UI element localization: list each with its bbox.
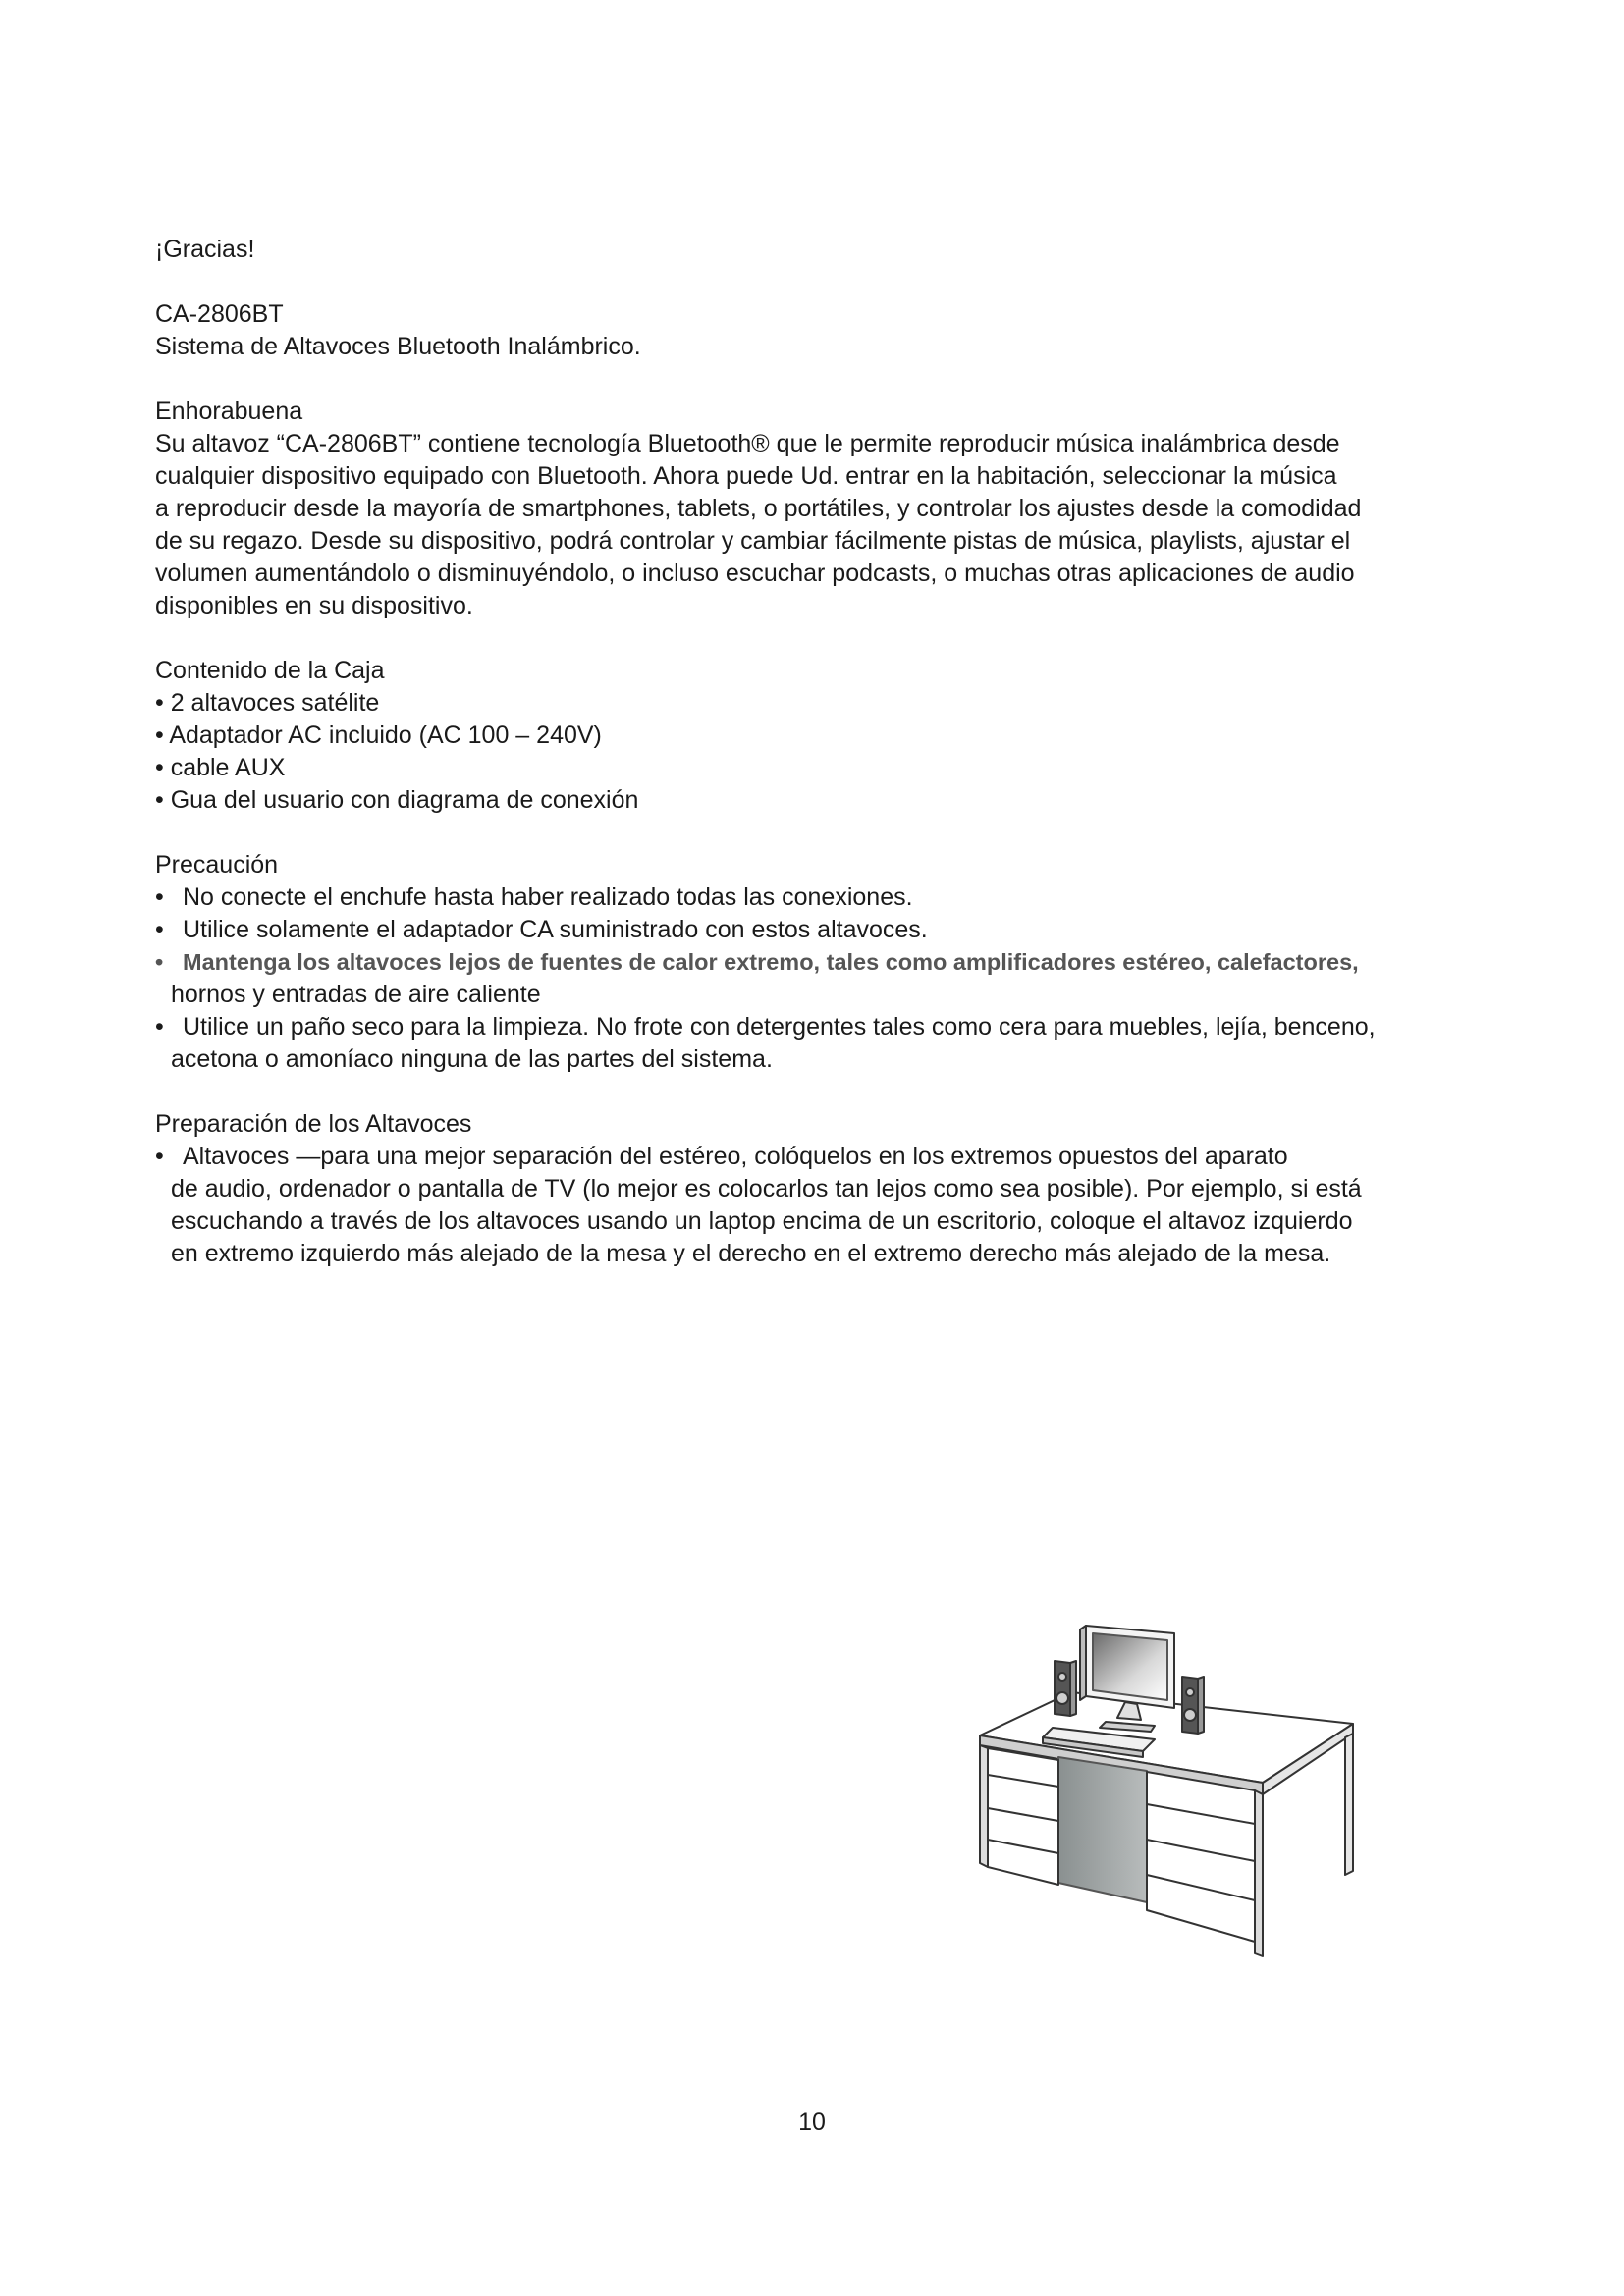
bullet: •	[155, 1013, 164, 1041]
bullet: •	[155, 949, 164, 975]
setup-text-continued: de audio, ordenador o pantalla de TV (lo mejor es colocarlos tan lejos como sea posible). Por ejemplo, si está	[171, 1175, 1362, 1202]
caution-text: Utilice un paño seco para la limpieza. No frote con detergentes tales como cera para muebles, lejía, benceno,	[183, 1013, 1376, 1041]
page-content	[155, 234, 1500, 1303]
left-pedestal	[988, 1748, 1058, 1885]
speaker-setup-heading: Preparación de los Altavoces	[155, 1110, 472, 1138]
list-item	[155, 1011, 1500, 1076]
list-item: • 2 altavoces satélite	[155, 689, 380, 717]
congrats-section	[155, 396, 1500, 622]
right-pedestal	[1147, 1772, 1255, 1942]
list-item: • Gua del usuario con diagrama de conexión	[155, 786, 639, 814]
congrats-paragraph	[155, 428, 1500, 622]
list-item	[155, 914, 1500, 946]
setup-text-continued: en extremo izquierdo más alejado de la mesa y el derecho en el extremo derecho más alejado de la mesa.	[171, 1240, 1331, 1267]
right-leg	[1255, 1790, 1263, 1956]
speaker-setup-section	[155, 1108, 1500, 1270]
caution-text: Utilice solamente el adaptador CA suministrado con estos altavoces.	[183, 916, 928, 943]
caution-heading: Precaución	[155, 851, 279, 879]
caution-list	[155, 881, 1500, 1076]
left-pedestal-side	[980, 1745, 988, 1867]
box-contents-heading: Contenido de la Caja	[155, 657, 385, 684]
setup-text-continued: escuchando a través de los altavoces usando un laptop encima de un escritorio, coloque el altavoz izquierdo	[171, 1207, 1353, 1235]
bullet: •	[155, 883, 164, 911]
caution-text: No conecte el enchufe hasta haber realizado todas las conexiones.	[183, 883, 913, 911]
knee-panel	[1058, 1757, 1147, 1902]
congrats-line: de su regazo. Desde su dispositivo, podrá controlar y cambiar fácilmente pistas de música, playlists, ajustar el	[155, 527, 1351, 555]
monitor-back	[1080, 1626, 1086, 1700]
list-item	[155, 881, 1500, 914]
speaker-setup-list	[155, 1141, 1500, 1270]
list-item: • cable AUX	[155, 754, 286, 781]
list-item: • Adaptador AC incluido (AC 100 – 240V)	[155, 721, 602, 749]
monitor-screen	[1093, 1633, 1167, 1700]
congrats-line: volumen aumentándolo o disminuyéndolo, o incluso escuchar podcasts, o muchas otras aplicaciones de audio	[155, 560, 1355, 587]
bullet: •	[155, 916, 164, 943]
thanks-text: ¡Gracias!	[155, 236, 255, 263]
list-item	[155, 1141, 1500, 1270]
setup-text: Altavoces —para una mejor separación del estéreo, colóquelos en los extremos opuestos del aparato	[183, 1143, 1288, 1170]
bullet: •	[155, 1143, 164, 1170]
congrats-line: disponibles en su dispositivo.	[155, 592, 473, 619]
right-speaker	[1182, 1677, 1204, 1734]
left-speaker	[1055, 1661, 1076, 1716]
product-model: CA-2806BT	[155, 300, 284, 328]
caution-text-continued: acetona o amoníaco ninguna de las partes del sistema.	[171, 1045, 773, 1073]
congrats-line: a reproducir desde la mayoría de smartphones, tablets, o portátiles, y controlar los ajustes desde la comodidad	[155, 495, 1362, 522]
list-item	[155, 946, 1500, 1011]
congrats-line: Su altavoz “CA-2806BT” contiene tecnología Bluetooth® que le permite reproducir música inalámbrica desde	[155, 430, 1340, 457]
congrats-line: cualquier dispositivo equipado con Bluetooth. Ahora puede Ud. entrar en la habitación, seleccionar la música	[155, 462, 1337, 490]
desk	[980, 1692, 1353, 1956]
box-contents-list	[155, 687, 1500, 817]
caution-text-continued: hornos y entradas de aire caliente	[171, 981, 541, 1008]
congrats-heading: Enhorabuena	[155, 398, 303, 425]
product-info	[155, 298, 1500, 363]
desk-speakers-illustration	[968, 1618, 1380, 2010]
caution-text: Mantenga los altavoces lejos de fuentes de calor extremo, tales como amplificadores estéreo, calefactores,	[183, 949, 1359, 975]
caution-section	[155, 849, 1500, 1076]
page-number: 10	[798, 2109, 826, 2136]
back-right-leg	[1345, 1734, 1353, 1875]
box-contents-section	[155, 655, 1500, 817]
product-name: Sistema de Altavoces Bluetooth Inalámbrico.	[155, 333, 641, 360]
